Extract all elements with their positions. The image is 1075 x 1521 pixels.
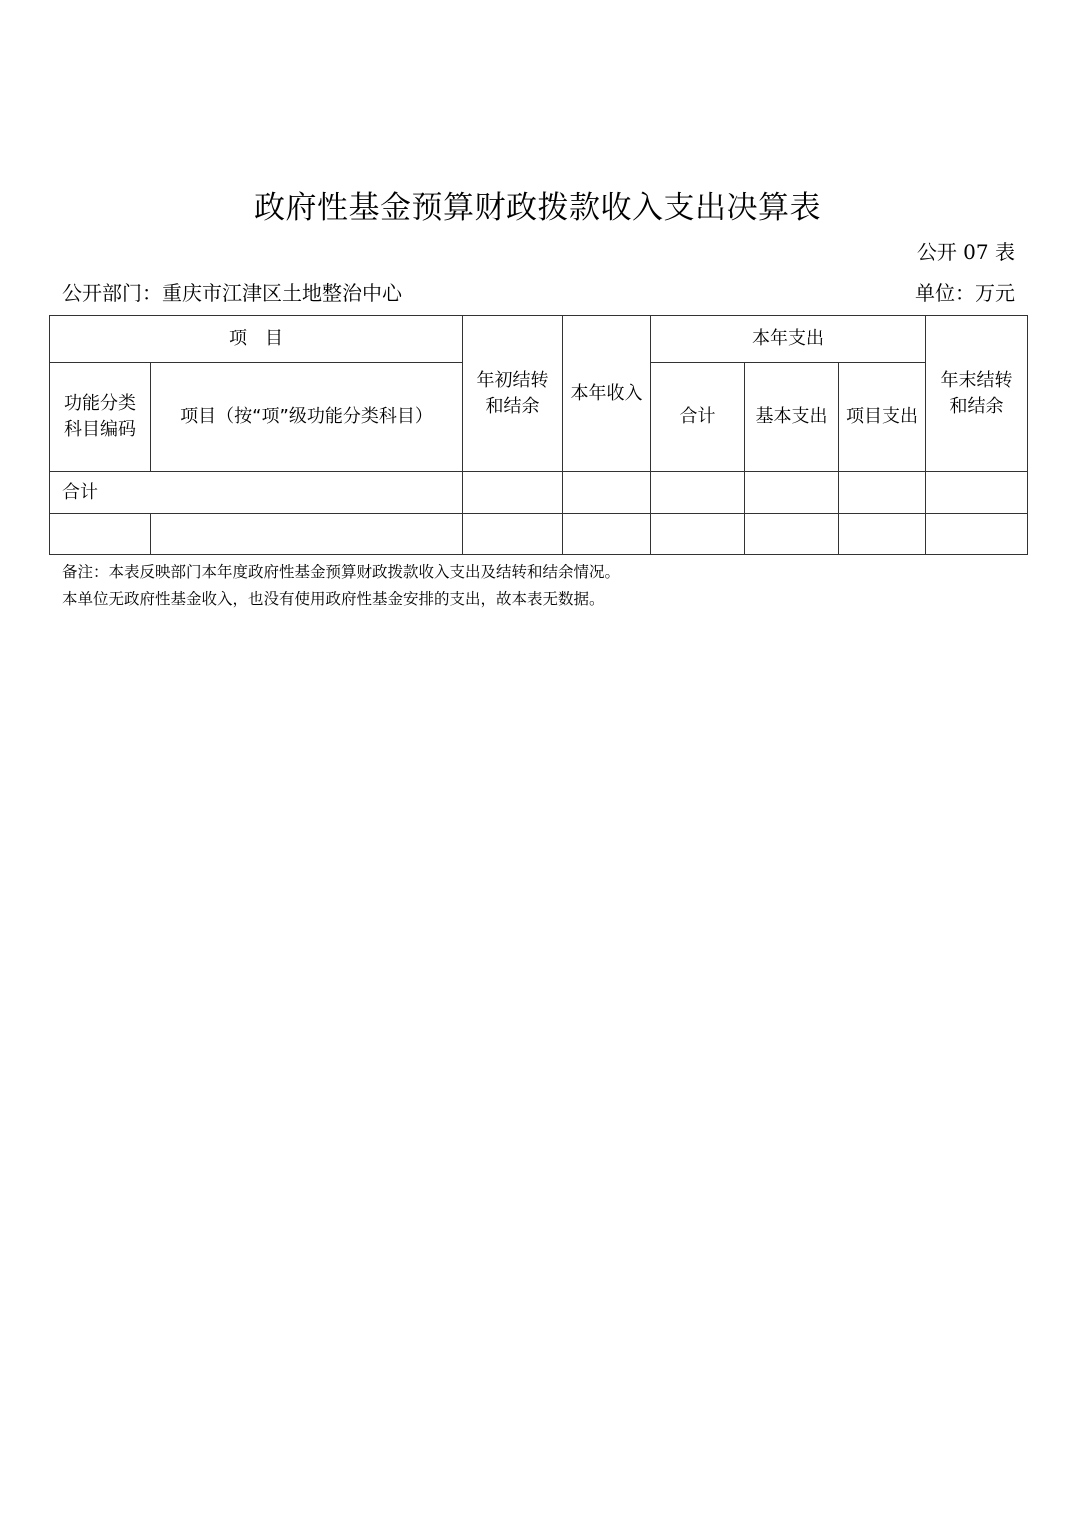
- row-ending-balance: [926, 514, 1028, 555]
- header-ending-balance: 年末结转和结余: [926, 316, 1028, 472]
- header-beginning-balance: 年初结转和结余: [463, 316, 563, 472]
- total-expense-total: [651, 472, 745, 514]
- budget-table: [49, 315, 1028, 555]
- header-code: 功能分类科目编码: [50, 363, 151, 472]
- header-expense-total: 合计: [651, 363, 745, 472]
- row-code: [50, 514, 151, 555]
- table-row: [50, 514, 1028, 555]
- total-row: [50, 472, 1028, 514]
- total-current-income: [563, 472, 651, 514]
- header-item-group: 项 目: [50, 316, 463, 363]
- page-title: 政府性基金预算财政拨款收入支出决算表: [254, 190, 821, 226]
- header-name: 项目（按“项”级功能分类科目）: [151, 363, 463, 472]
- header-row-1: [50, 316, 1028, 363]
- department-label: 公开部门：重庆市江津区土地整治中心: [62, 281, 402, 305]
- row-beginning-balance: [463, 514, 563, 555]
- header-expense-basic: 基本支出: [745, 363, 839, 472]
- note-no-data: 本单位无政府性基金收入，也没有使用政府性基金安排的支出，故本表无数据。: [62, 590, 605, 608]
- total-expense-project: [839, 472, 926, 514]
- row-expense-project: [839, 514, 926, 555]
- row-current-income: [563, 514, 651, 555]
- total-beginning-balance: [463, 472, 563, 514]
- row-name: [151, 514, 463, 555]
- header-expense-project: 项目支出: [839, 363, 926, 472]
- total-expense-basic: [745, 472, 839, 514]
- total-ending-balance: [926, 472, 1028, 514]
- form-number: 公开 07 表: [916, 240, 1015, 264]
- header-current-income: 本年收入: [563, 316, 651, 472]
- total-label: 合计: [50, 472, 463, 514]
- row-expense-total: [651, 514, 745, 555]
- row-expense-basic: [745, 514, 839, 555]
- unit-label: 单位：万元: [915, 281, 1015, 305]
- note-remark: 备注：本表反映部门本年度政府性基金预算财政拨款收入支出及结转和结余情况。: [62, 563, 621, 581]
- header-expense-group: 本年支出: [651, 316, 926, 363]
